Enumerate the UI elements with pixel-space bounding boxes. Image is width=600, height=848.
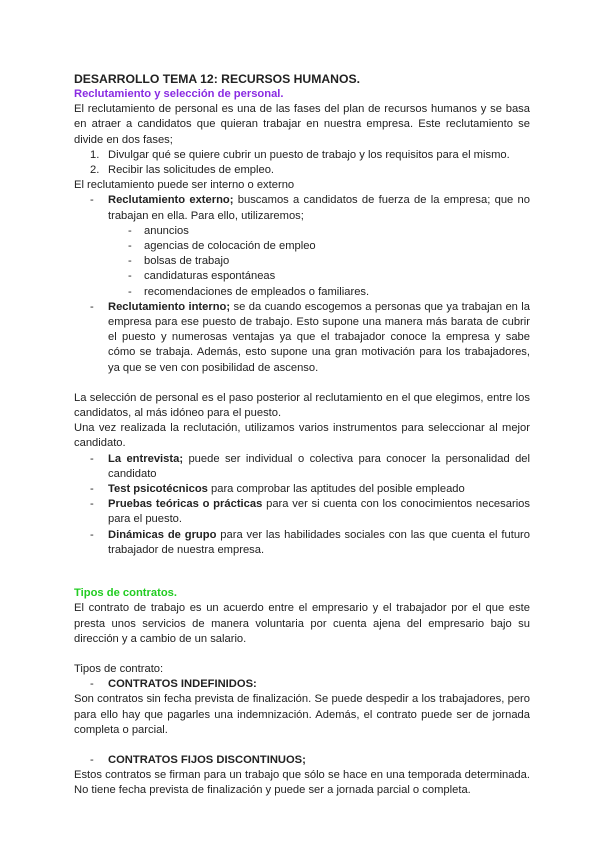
spacer [74, 647, 530, 662]
list-item-text: anuncios [144, 224, 189, 237]
subheading-indefinidos [74, 677, 530, 692]
paragraph-fijos-discontinuos: Estos contratos se firman para un trabajo que sólo se hace en una temporada determinada. No tiene fecha prevista de finalización y puede ser a jornada parcial o completa. [74, 769, 530, 797]
paragraph-reclutamiento-intro: El reclutamiento de personal es una de las fases del plan de recursos humanos y se basa en atraer a candidatos que quieran trabajar en nuestra empresa. Este reclutamiento se divide en dos fases; [74, 103, 530, 146]
list-item-text: puede ser individual o colectiva para conocer la personalidad del candidato [108, 452, 530, 480]
list-item [74, 224, 530, 239]
list-item-internal [74, 300, 530, 376]
dash-marker: - [90, 753, 94, 766]
section-heading-contratos: Tipos de contratos. [74, 587, 177, 600]
bold-term: Dinámicas de grupo [108, 528, 217, 541]
dash-marker: - [90, 498, 94, 511]
document-body [74, 70, 530, 799]
list-item [74, 482, 530, 497]
list-item [74, 148, 530, 163]
list-item-text: recomendaciones de empleados o familiares. [144, 285, 370, 298]
section-heading-reclutamiento: Reclutamiento y selección de personal. [74, 88, 284, 100]
dash-marker: - [90, 194, 94, 207]
list-item-text: buscamos a candidatos de fuerza de la empresa; que no trabajan en ella. Para ello, utilizaremos; [108, 194, 530, 222]
dash-marker: - [128, 285, 132, 298]
dash-marker: - [90, 300, 94, 313]
list-item-text: para ver las habilidades sociales con las que cuenta el futuro trabajador de nuestra empresa. [108, 528, 530, 556]
document-title: DESARROLLO TEMA 12: RECURSOS HUMANOS. [74, 72, 360, 86]
paragraph-instrumentos: Una vez realizada la reclutación, utilizamos varios instrumentos para seleccionar al mejor candidato. [74, 422, 530, 450]
list-item [74, 285, 530, 300]
bold-term: Reclutamiento interno; [108, 300, 231, 313]
dash-marker: - [90, 483, 94, 496]
list-item [74, 269, 530, 284]
dash-marker: - [128, 255, 132, 268]
list-item [74, 497, 530, 527]
bold-term: CONTRATOS FIJOS DISCONTINUOS; [108, 753, 306, 766]
list-item-text: candidaturas espontáneas [144, 270, 276, 283]
dash-marker: - [90, 528, 94, 541]
dash-marker: - [128, 224, 132, 237]
dash-marker: - [128, 240, 132, 253]
bold-term: Pruebas teóricas o prácticas [108, 498, 263, 511]
paragraph-tipos-label: Tipos de contrato: [74, 662, 164, 675]
spacer [74, 738, 530, 753]
bold-term: Test psicotécnicos [108, 483, 208, 496]
spacer [74, 376, 530, 391]
list-item-text: Recibir las solicitudes de empleo. [108, 164, 275, 177]
list-item [74, 254, 530, 269]
paragraph-contrato-intro: El contrato de trabajo es un acuerdo entre el empresario y el trabajador por el que este presta unos servicios de manera voluntaria por cuenta ajena del empresario bajo su dirección y a cambio de un salario. [74, 602, 530, 645]
paragraph-types-intro: El reclutamiento puede ser interno o externo [74, 179, 295, 192]
list-marker: 1. [90, 148, 100, 161]
list-item-text: se da cuando escogemos a personas que ya trabajan en la empresa para ese puesto de trabajo. Esto supone una manera más barata de cubrir el puesto y numerosas ventajas ya que el trabajador conoce la empresa y sabe cómo se trabaja. Además, esto supone una gran motivación para los trabajadores, ya que se ven con posibilidad de ascenso. [108, 300, 531, 374]
list-item-text: bolsas de trabajo [144, 255, 230, 268]
list-marker: 2. [90, 164, 100, 177]
list-item [74, 528, 530, 558]
subheading-fijos-discontinuos [74, 753, 530, 768]
paragraph-indefinidos: Son contratos sin fecha prevista de finalización. Se puede despedir a los trabajadores, pero para ello hay que pagarles una indemnización. Además, el contrato puede ser de jornada completa o parcial. [74, 693, 530, 736]
paragraph-seleccion: La selección de personal es el paso posterior al reclutamiento en el que elegimos, entre los candidatos, al más idóneo para el puesto. [74, 391, 530, 420]
list-item-external [74, 193, 530, 223]
list-item-text: agencias de colocación de empleo [144, 240, 316, 253]
list-item-text: para ver si cuenta con los conocimientos necesarios para el puesto. [108, 498, 530, 526]
list-item-text: Divulgar qué se quiere cubrir un puesto de trabajo y los requisitos para el mismo. [108, 148, 510, 161]
bold-term: CONTRATOS INDEFINIDOS: [108, 678, 257, 691]
bold-term: La entrevista; [108, 452, 184, 465]
spacer [74, 558, 530, 586]
dash-marker: - [90, 452, 94, 465]
list-item [74, 239, 530, 254]
dash-marker: - [90, 678, 94, 691]
list-item-text: para comprobar las aptitudes del posible empleado [207, 483, 465, 496]
dash-marker: - [128, 270, 132, 283]
list-item [74, 452, 530, 482]
list-item [74, 163, 530, 178]
bold-term: Reclutamiento externo; [108, 194, 234, 207]
